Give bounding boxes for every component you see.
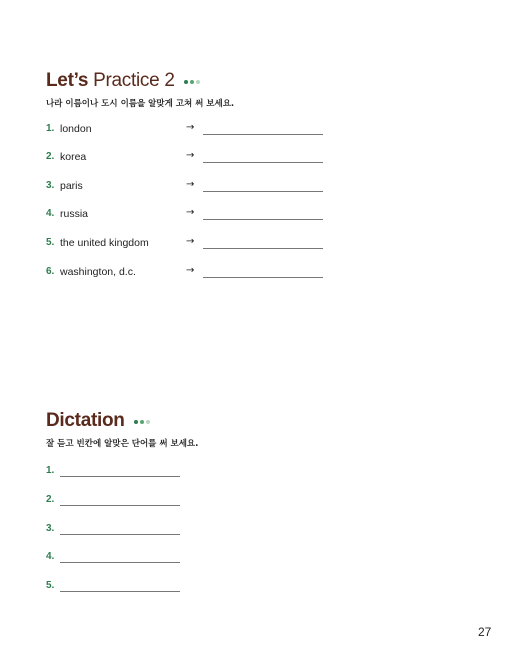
item-number: 1. [46, 123, 55, 134]
item-number: 6. [46, 266, 55, 277]
item-number: 4. [46, 208, 55, 219]
arrow-icon: → [186, 236, 195, 247]
decorative-dots-icon [184, 68, 202, 90]
item-number: 3. [46, 180, 55, 191]
dictation-item [46, 523, 246, 537]
answer-blank[interactable] [203, 219, 323, 220]
dictation-item [46, 580, 246, 594]
practice-item [46, 180, 336, 194]
item-word: russia [60, 208, 89, 220]
item-word: the united kingdom [60, 237, 149, 249]
dictation-item [46, 494, 246, 508]
practice-item [46, 237, 336, 251]
answer-blank[interactable] [203, 248, 323, 249]
practice-item [46, 123, 336, 137]
arrow-icon: → [186, 207, 195, 218]
answer-blank[interactable] [203, 162, 323, 163]
practice-item [46, 208, 336, 222]
answer-blank[interactable] [60, 534, 180, 535]
answer-blank[interactable] [60, 476, 180, 477]
practice-item [46, 266, 336, 280]
dictation-instruction: 잘 듣고 빈칸에 알맞은 단어를 써 보세요. [46, 439, 199, 449]
arrow-icon: → [186, 150, 195, 161]
practice-title-light: Practice 2 [93, 70, 175, 92]
item-number: 5. [46, 237, 55, 248]
arrow-icon: → [186, 265, 195, 276]
arrow-icon: → [186, 179, 195, 190]
practice-title [46, 70, 202, 92]
item-number: 5. [46, 580, 55, 591]
page-number: 27 [478, 625, 492, 639]
answer-blank[interactable] [60, 562, 180, 563]
dictation-item [46, 551, 246, 565]
practice-item [46, 151, 336, 165]
item-word: korea [60, 151, 87, 163]
practice-title-bold: Let’s [46, 70, 89, 92]
answer-blank[interactable] [60, 505, 180, 506]
dictation-title-text: Dictation [46, 410, 125, 432]
answer-blank[interactable] [203, 277, 323, 278]
answer-blank[interactable] [203, 134, 323, 135]
item-number: 2. [46, 494, 55, 505]
item-number: 4. [46, 551, 55, 562]
item-number: 3. [46, 523, 55, 534]
answer-blank[interactable] [203, 191, 323, 192]
practice-instruction: 나라 이름이나 도시 이름을 알맞게 고쳐 써 보세요. [46, 99, 235, 109]
answer-blank[interactable] [60, 591, 180, 592]
dictation-item [46, 465, 246, 479]
dictation-title [46, 410, 152, 432]
decorative-dots-icon [134, 408, 152, 430]
item-word: london [60, 123, 92, 135]
item-word: paris [60, 180, 83, 192]
item-word: washington, d.c. [60, 266, 136, 278]
arrow-icon: → [186, 122, 195, 133]
item-number: 1. [46, 465, 55, 476]
item-number: 2. [46, 151, 55, 162]
